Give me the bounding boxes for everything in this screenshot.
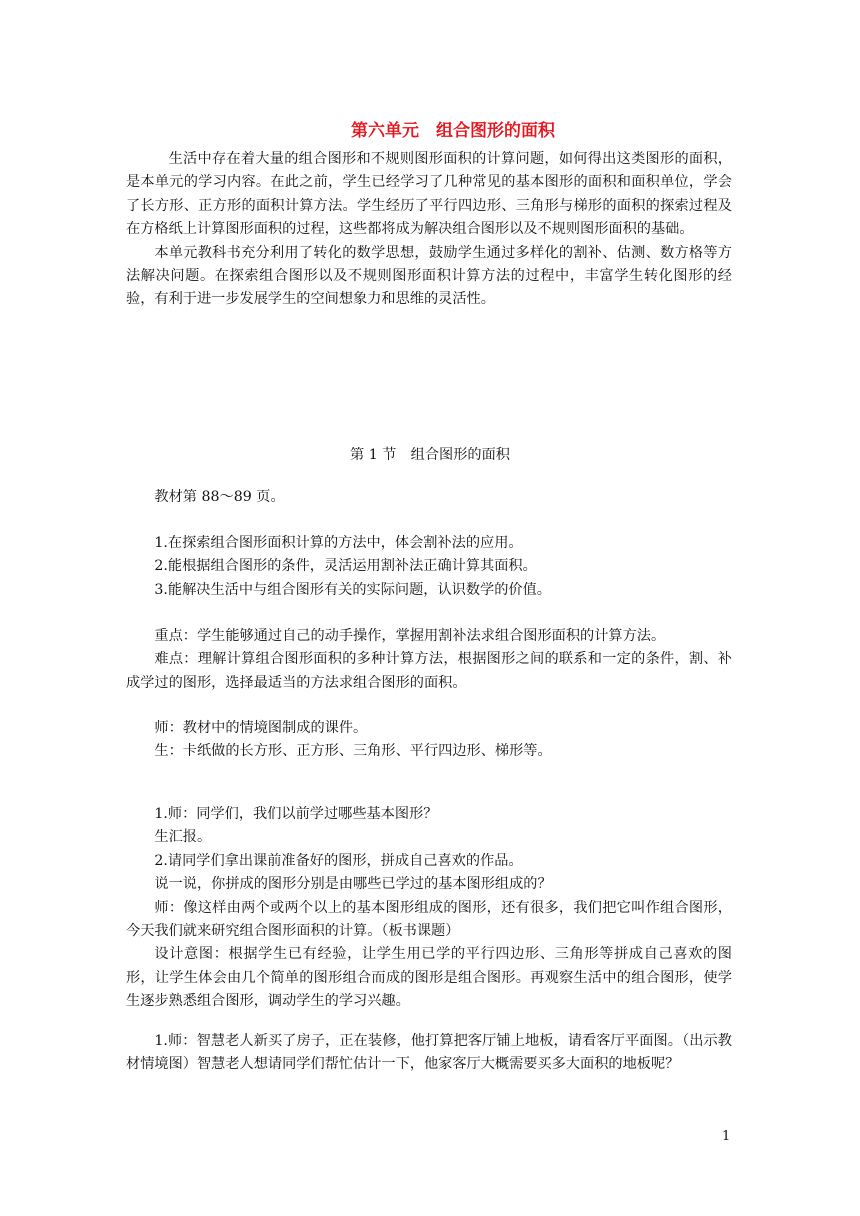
goals-block bbox=[126, 532, 732, 602]
explore-paragraph: 1.师：智慧老人新买了房子，正在装修，他打算把客厅铺上地板，请看客厅平面图。（出示教材情境图）智慧老人想请同学们帮忙估计一下，他家客厅大概需要买多大面积的地板呢？ bbox=[126, 1033, 732, 1073]
intro-paragraph: 本单元教科书充分利用了转化的数学思想，鼓励学生通过多样化的割补、估测、数方格等方法解决问题。在探索组合图形以及不规则图形面积计算方法的过程中，丰富学生转化图形的经验，有利于进一步发展学生的空间想象力和思维的灵活性。 bbox=[126, 244, 732, 308]
design-intent: 设计意图：根据学生已有经验，让学生用已学的平行四边形、三角形等拼成自己喜欢的图形，让学生体会由几个简单的图形组合而成的图形是组合图形。再观察生活中的组合图形，使学生逐步熟悉组合图形，调动学生的学习兴趣。 bbox=[126, 946, 732, 1010]
explore-block bbox=[126, 1030, 732, 1077]
unit-title: 第六单元 组合图形的面积 bbox=[351, 121, 555, 141]
section-title: 第 1 节 组合图形的面积 bbox=[350, 447, 510, 463]
goal-item: 3.能解决生活中与组合图形有关的实际问题，认识数学的价值。 bbox=[154, 581, 551, 598]
teacher-prep: 师：教材中的情境图制成的课件。 bbox=[154, 720, 368, 736]
preparation-block bbox=[126, 717, 732, 764]
key-point: 重点：学生能够通过自己的动手操作，掌握用割补法求组合图形面积的计算方法。 bbox=[154, 628, 666, 644]
materials-line: 教材第 88～89 页。 bbox=[154, 489, 285, 505]
page-number: 1 bbox=[722, 1129, 731, 1144]
unit-intro bbox=[126, 148, 732, 312]
goal-item: 1.在探索组合图形面积计算的方法中，体会割补法的应用。 bbox=[154, 535, 523, 551]
process-line: 师：像这样由两个或两个以上的基本图形组成的图形，还有很多，我们把它叫作组合图形，今天我们就来研究组合图形面积的计算。（板书课题） bbox=[126, 899, 732, 940]
key-points-block bbox=[126, 625, 732, 695]
goal-item: 2.能根据组合图形的条件，灵活运用割补法正确计算其面积。 bbox=[154, 558, 537, 575]
materials-block bbox=[126, 486, 732, 509]
intro-paragraph: 生活中存在着大量的组合图形和不规则图形面积的计算问题，如何得出这类图形的面积，是本单元的学习内容。在此之前，学生已经学习了几种常见的基本图形的面积和面积单位，学会了长方形、正方形的面积计算方法。学生经历了平行四边形、三角形与梯形的面积的探索过程及在方格纸上计算图形面积的过程，这些都将成为解决组合图形以及不规则图形面积的基础。 bbox=[126, 151, 732, 238]
process-line: 说一说，你拼成的图形分别是由哪些已学过的基本图形组成的？ bbox=[154, 876, 552, 893]
student-prep: 生：卡纸做的长方形、正方形、三角形、平行四边形、梯形等。 bbox=[154, 743, 552, 760]
process-line: 1.师：同学们，我们以前学过哪些基本图形？ bbox=[154, 806, 438, 822]
process-block bbox=[126, 803, 732, 1014]
process-line: 2.请同学们拿出课前准备好的图形，拼成自己喜欢的作品。 bbox=[154, 852, 523, 869]
difficult-point: 难点：理解计算组合图形面积的多种计算方法，根据图形之间的联系和一定的条件，割、补成学过的图形，选择最适当的方法求组合图形的面积。 bbox=[126, 651, 732, 691]
process-line: 生汇报。 bbox=[154, 829, 212, 846]
